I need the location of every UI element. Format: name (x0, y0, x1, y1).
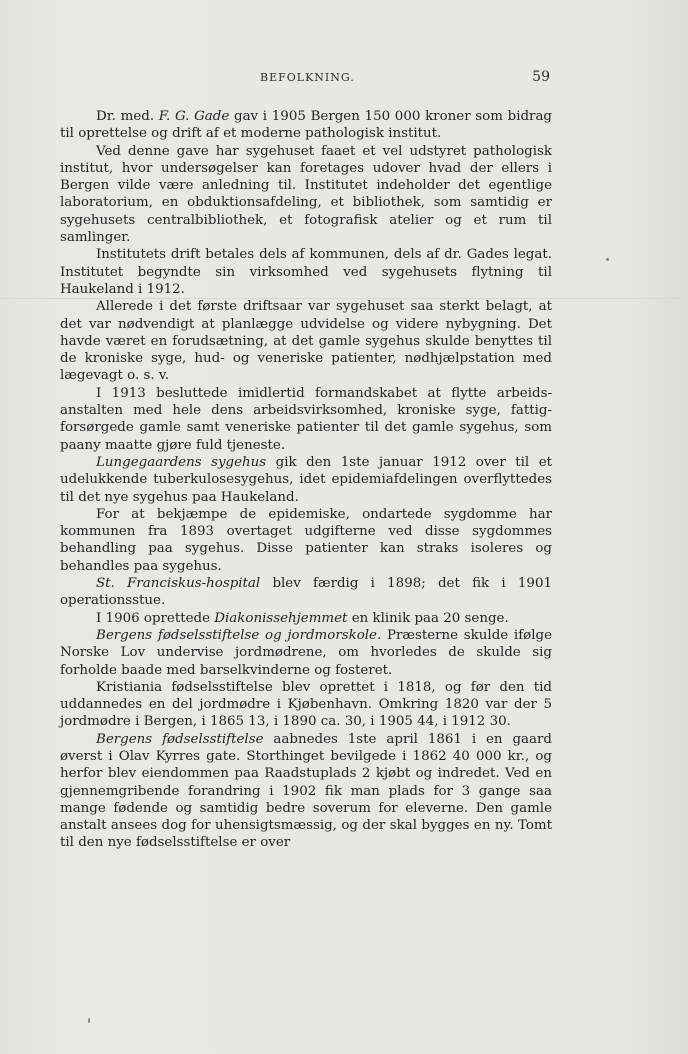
text-run: blev færdig i 1898; det fik i 1901 operationsstue. (60, 576, 552, 609)
speck-mark (88, 1018, 90, 1023)
text-run: en klinik paa 20 senge. (347, 610, 509, 626)
text-run: Dr. med. (96, 109, 159, 124)
text-run: Kristiania fødselsstiftelse blev oprettet i 1818, og før den tid uddannedes en del jordmødre i Kjøbenhavn. Omkring 1820 var der 5 jordmødre i Bergen, i 1865 13, i 1890 ca. 30, i 1905 44, i 1912 30. (60, 679, 552, 730)
text-run: Ved denne gave har sygehuset faaet et vel udstyret pathologisk institut, hvor undersøgelser kan foretages udover hvad der ellers i Bergen vilde være anledning til. Institutet indeholder det egentlige laboratorium, en obduktionsafdeling, et bibliothek, som samtidig er sygehusets centralbibliothek, et fotografisk atelier og et rum til samlinger. (60, 143, 552, 246)
speck-mark (606, 258, 609, 261)
paragraph (60, 108, 552, 143)
paragraph (60, 731, 552, 852)
page-number: 59 (532, 69, 550, 85)
text-run: I 1906 oprettede (96, 610, 215, 626)
italic-text: Bergens fødselsstiftelse (96, 731, 264, 747)
paragraph (60, 627, 552, 679)
italic-text: St. Franciskus-hospital (96, 576, 261, 592)
text-run: Allerede i det første driftsaar var sygehuset saa sterkt belagt, at det var nødvendigt at planlægge udvidelse og videre nybygning. Det havde været en forudsætning, at det gamle sygehus skulde benyttes til de kroniske syge, hud- og veneriske patienter, nødhjælpstation med lægevagt o. s. v. (60, 299, 552, 384)
text-run: For at bekjæmpe de epidemiske, ondartede sygdomme har kommunen fra 1893 overtaget udgifterne ved disse sygdommes behandling paa sygehus. Disse patienter kan straks isoleres og behandles paa sygehus. (60, 506, 552, 574)
italic-text: Lungegaardens sygehus (96, 454, 267, 470)
body-text (60, 108, 552, 852)
text-run: aabnedes 1ste april 1861 i en gaard øverst i Olav Kyrres gate. Storthinget bevilgede i 1862 40 000 kr., og herfor blev eiendommen paa Raadstuplads 2 kjøbt og indredet. Ved en gjennemgribende forandring i 1902 fik man plads for 3 gange saa mange fødende og samtidig bedre soverum for eleverne. Den gamle anstalt ansees dog for uhensigtsmæssig, og der skal bygges en ny. Tomt til den nye fødselsstiftelse er over (60, 731, 552, 851)
text-run: I 1913 besluttede imidlertid formandskabet at flytte arbeidsanstalten med hele dens arbeidsvirksomhed, kroniske syge, fattigforsørgede gamle samt veneriske patienter til det gamle sygehus, som paany maatte gjøre fuld tjeneste. (60, 385, 552, 453)
running-head: BEFOLKNING. (260, 71, 355, 84)
paragraph (60, 298, 552, 384)
paragraph (60, 610, 552, 627)
italic-text: F. G. Gade (158, 109, 230, 124)
paragraph (60, 575, 552, 610)
italic-text: Diakonissehjemmet (214, 610, 348, 626)
paragraph (60, 679, 552, 731)
paragraph (60, 143, 552, 247)
text-run: gav i 1905 Bergen 150 000 kroner som bidrag til oprettelse og drift af et moderne pathologisk institut. (60, 109, 553, 142)
page-header (60, 71, 550, 87)
paragraph (60, 454, 552, 506)
text-run: Institutets drift betales dels af kommunen, dels af dr. Gades legat. Institutet begyndte sin virksomhed ved sygehusets flytning til Haukeland i 1912. (60, 247, 552, 297)
text-run: gik den 1ste januar 1912 over til et udelukkende tuberkulosesygehus, idet epidemiafdelingen overflyttedes til det nye sygehus paa Haukeland. (60, 454, 553, 505)
italic-text: Bergens fødselsstiftelse og jordmorskole. (96, 627, 382, 643)
text-run: Præsterne skulde ifølge Norske Lov undervise jordmødrene, om hvorledes de skulde sig forholde baade med barselkvinderne og fosteret. (60, 627, 552, 678)
paragraph (60, 506, 552, 575)
paragraph (60, 246, 552, 298)
paragraph (60, 385, 552, 454)
